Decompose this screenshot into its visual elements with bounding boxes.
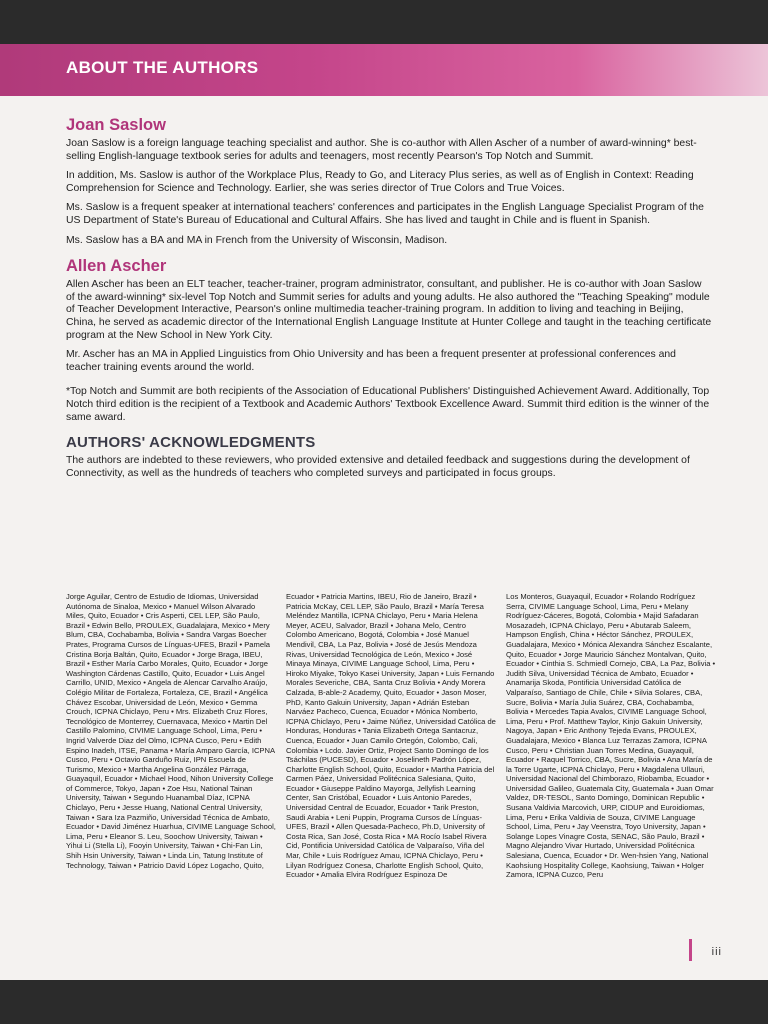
acknowledgments-columns [66, 592, 716, 880]
acknowledgments-title: AUTHORS' ACKNOWLEDGMENTS [66, 434, 316, 452]
author-bio-paragraph: Allen Ascher has been an ELT teacher, teacher-trainer, program administrator, consultant, and publisher. He is co-author with Joan Saslow of the award-winning* six-level Top Notch and Summit series for adults and young adults. He also authored the "Teaching Speaking" module of Teacher Development Interactive, Pearson's online multimedia teacher-training program. In addition to living and teaching in Beijing, China, he served as academic director of the International English Language Institute at Hunter College and taught in the teaching certificate program at the New School in New York City. [66, 279, 712, 341]
author-name: Allen Ascher [66, 257, 167, 276]
author-bio-paragraph: Ms. Saslow has a BA and MA in French from the University of Wisconsin, Madison. [66, 234, 448, 246]
acknowledgments-intro: The authors are indebted to these reviewers, who provided extensive and detailed feedback and suggestions during the development of Connectivity, as well as the hundreds of teachers who completed surveys and participated in focus groups. [66, 455, 690, 479]
author-bio-paragraph: Ms. Saslow is a frequent speaker at international teachers' conferences and participates in the English Language Specialist Program of the US Department of State's Bureau of Educational and Cultural Affairs. She has lived and taught in Chile and is fluent in Spanish. [66, 202, 704, 226]
page-number-bar [689, 939, 692, 961]
page-number: iii [711, 946, 722, 958]
acknowledgments-column: Ecuador • Patricia Martins, IBEU, Rio de Janeiro, Brazil • Patricia McKay, CEL LEP, São Paulo, Brazil • María Teresa Meléndez Mantilla, ICPNA Chiclayo, Peru • Maria Helena Meyer, ACEU, Salvador, Brazil • Johana Melo, Centro Colombo Americano, Bogotá, Colombia • José Manuel Mendivil, CBA, La Paz, Bolivia • José de Jesús Mendoza Rivas, Universidad Tecnológica de León, Mexico • José Minaya Minaya, CIVIME Language School, Lima, Peru • Hiroko Miyake, Tokyo Kasei University, Japan • Luis Fernando Morales Severiche, CBA, Santa Cruz Bolivia • Andy Morera Calzada, B-able-2 Academy, Quito, Ecuador • Jason Moser, PhD, Kanto Gakuin University, Japan • Adrián Esteban Narváez Pacheco, Cuenca, Ecuador • Mónica Nomberto, ICPNA Chiclayo, Peru • Jaime Núñez, Universidad Católica de Honduras, Honduras • Tania Elizabeth Ortega Santacruz, Cuenca, Ecuador • Juan Camilo Ortegón, Colombo, Cali, Colombia • Lcdo. Javier Ortiz, Project Santo Domingo de los Tsáchilas (PUCESD), Ecuador • Joselineth Padrón López, Charlotte English School, Quito, Ecuador • Martha Patricia del Carmen Páez, Universidad Politécnica Salesiana, Quito, Ecuador • Giuseppe Paldino Mayorga, Jellyfish Learning Center, San Cristóbal, Ecuador • Luis Antonio Paredes, Universidad Central de Ecuador, Ecuador • Tarik Preston, Saudi Arabia • Leni Puppin, Programa Cursos de Línguas-UFES, Brazil • Allen Quesada-Pacheco, Ph.D, University of Costa Rica, San José, Costa Rica • MA Rocío Isabel Rivera Cid, Pontificia Universidad Católica de Valparaíso, Viña del Mar, Chile • Luis Rodríguez Amau, ICPNA Chiclayo, Peru • Lilyan Rodríguez Conesa, Charlotte English School, Quito, Ecuador • Amalia Elvira Rodríguez Espinoza De [286, 592, 496, 880]
author-name: Joan Saslow [66, 116, 166, 134]
section-title: ABOUT THE AUTHORS [66, 58, 259, 77]
author-bio-paragraph: Joan Saslow is a foreign language teaching specialist and author. She is co-author with Allen Ascher of a number of award-winning* best-selling English-language textbook series for adults and teenagers, most recently Pearson's Top Notch and Summit. [66, 138, 697, 162]
book-page [0, 44, 768, 980]
author-bio-paragraph: In addition, Ms. Saslow is author of the Workplace Plus, Ready to Go, and Literacy Plus series, as well as of English in Context: Reading Comprehension for Science and Technology. Earlier, she was series director of True Colors and True Voices. [66, 170, 694, 194]
acknowledgments-column: Jorge Aguilar, Centro de Estudio de Idiomas, Universidad Autónoma de Sinaloa, Mexico • Manuel Wilson Alvarado Miles, Quito, Ecuador • Cris Asperti, CEL LEP, São Paulo, Brazil • Edwin Bello, PROULEX, Guadalajara, Mexico • Mery Blum, CBA, Cochabamba, Bolivia • Sandra Vargas Boecher Prates, Programa Cursos de Línguas-UFES, Brazil • Pamela Cristina Borja Baltán, Quito, Ecuador • Jorge Braga, IBEU, Brazil • Esther María Carbo Morales, Quito, Ecuador • Jorge Washington Cárdenas Castillo, Quito, Ecuador • Luis Angel Carrillo, UNID, Mexico • Angela de Alencar Carvalho Araújo, Colégio Militar de Fortaleza, Fortaleza, CE, Brazil • Angélica Chávez Escobar, Universidad de León, Mexico • Gemma Crouch, ICPNA Chiclayo, Peru • Mrs. Elizabeth Cruz Flores, Tecnológico de Monterrey, Cuernavaca, Mexico • Martin Del Castillo Palomino, CIVIME Language School, Lima, Peru • Ingrid Valverde Diaz del Olmo, ICPNA Cusco, Peru • Edith Espino Inadeh, ITSE, Panama • María Amparo García, ICPNA Cusco, Peru • Octavio Garduño Ruiz, IPN Escuela de Turismo, Mexico • Martha Angelina González Párraga, Guayaquil, Ecuador • Michael Hood, Nihon University College of Commerce, Tokyo, Japan • Zoe Hsu, National Tainan University, Taiwan • Segundo Huanambal Díaz, ICPNA Chiclayo, Peru • Jesse Huang, National Central University, Taiwan • Sara Iza Pazmiño, Universidad Técnica de Ambato, Ecuador • David Jiménez Huarhua, CIVIME Language School, Lima, Peru • Eleanor S. Leu, Soochow University, Taiwan • Yihui Li (Stella Li), Fooyin University, Taiwan • Chi-Fan Lin, Shih Hsin University, Taiwan • Linda Lin, Tatung Institute of Technology, Taiwan • Patricio David López Logacho, Quito, [66, 592, 276, 870]
author-bio-paragraph: Mr. Ascher has an MA in Applied Linguistics from Ohio University and has been a frequent presenter at professional conferences and teacher training events around the world. [66, 349, 676, 373]
acknowledgments-column: Los Monteros, Guayaquil, Ecuador • Rolando Rodríguez Serra, CIVIME Language School, Lima, Peru • Melany Rodríguez-Cáceres, Bogotá, Colombia • Majid Safadaran Mosazadeh, ICPNA Chiclayo, Peru • Abutarab Saleem, Hampson English, China • Héctor Sánchez, PROULEX, Guadalajara, Mexico • Mónica Alexandra Sánchez Escalante, Quito, Ecuador • Jorge Mauricio Sánchez Montalvan, Quito, Ecuador • Cinthia S. Schmiedl Cornejo, CBA, La Paz, Bolivia • Judith Silva, Universidad Técnica de Ambato, Ecuador • Anamarija Skoda, Pontificia Universidad Católica de Valparaíso, Santiago de Chile, Chile • Silvia Solares, CBA, Sucre, Bolivia • María Julia Suárez, CBA, Cochabamba, Bolivia • Mercedes Tapia Avalos, CIVIME Language School, Lima, Peru • Prof. Matthew Taylor, Kinjo Gakuin University, Nagoya, Japan • Eric Anthony Tejeda Evans, PROULEX, Guadalajara, Mexico • Blanca Luz Terrazas Zamora, ICPNA Cusco, Peru • Christian Juan Torres Medina, Guayaquil, Ecuador • Raquel Torrico, CBA, Sucre, Bolivia • Ana María de la Torre Ugarte, ICPNA Chiclayo, Peru • Magdalena Ullauri, Universidad Nacional del Chimborazo, Riobamba, Ecuador • Universidad Galileo, Guatemala City, Guatemala • Juan Omar Valdez, DR-TESOL, Santo Domingo, Dominican Republic • Susana Valdivia Marcovich, URP, CIDUP and Euroidiomas, Lima, Peru • Erika Valdivia de Souza, CIVIME Language School, Lima, Peru • Jay Veenstra, Toyo University, Japan • Solange Lopes Vinagre Costa, SENAC, São Paulo, Brazil • Magno Alejandro Vivar Hurtado, Universidad Politécnica Salesiana, Cuenca, Ecuador • Dr. Wen-hsien Yang, National Kaohsiung Hospitality College, Kaohsiung, Taiwan • Holger Zamora, ICPNA Cuzco, Peru [506, 592, 716, 880]
section-banner [0, 44, 768, 96]
content [66, 116, 716, 880]
award-note: *Top Notch and Summit are both recipients of the Association of Educational Publishers' Distinguished Achievement Award. Additionally, Top Notch third edition is the recipient of a Textbook and Academic Authors' Textbook Excellence Award. Summit third edition is the winner of the same award. [66, 386, 710, 423]
